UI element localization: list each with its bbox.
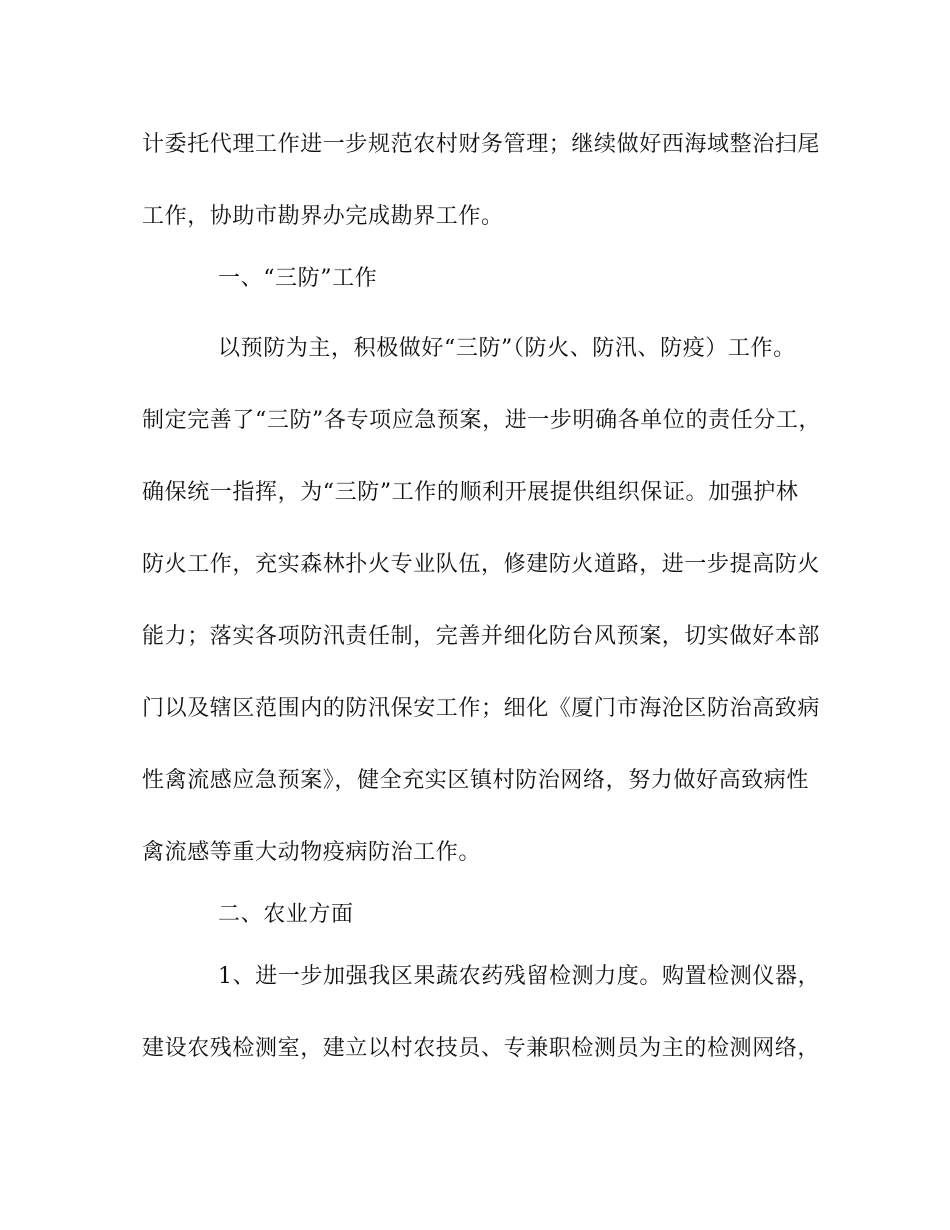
body-text-line: 禽流感等重大动物疫病防治工作。 bbox=[142, 840, 482, 865]
body-text-line: 能力；落实各项防汛责任制，完善并细化防台风预案，切实做好本部 bbox=[142, 624, 821, 649]
body-text-line: 门以及辖区范围内的防汛保安工作；细化《厦门市海沧区防治高致病 bbox=[142, 696, 821, 721]
body-text-line: 防火工作，充实森林扑火专业队伍，修建防火道路，进一步提高防火 bbox=[142, 552, 821, 577]
section-heading: 二、农业方面 bbox=[218, 902, 354, 927]
body-text-line: 制定完善了“三防”各专项应急预案，进一步明确各单位的责任分工， bbox=[142, 408, 822, 433]
body-text-line: 确保统一指挥，为“三防”工作的顺利开展提供组织保证。加强护林 bbox=[142, 480, 799, 505]
body-text-line: 工作，协助市勘界办完成勘界工作。 bbox=[142, 204, 504, 229]
body-text-line: 建设农残检测室，建立以村农技员、专兼职检测员为主的检测网络， bbox=[142, 1036, 821, 1061]
body-text-line: 计委托代理工作进一步规范农村财务管理；继续做好西海域整治扫尾 bbox=[142, 132, 821, 157]
paragraph-start-line: 1、进一步加强我区果蔬农药残留检测力度。购置检测仪器， bbox=[218, 964, 821, 989]
section-heading: 一、“三防”工作 bbox=[218, 266, 378, 291]
paragraph-start-line: 以预防为主，积极做好“三防”（防火、防汛、防疫）工作。 bbox=[218, 336, 796, 361]
body-text-line: 性禽流感应急预案》，健全充实区镇村防治网络，努力做好高致病性 bbox=[142, 768, 810, 793]
